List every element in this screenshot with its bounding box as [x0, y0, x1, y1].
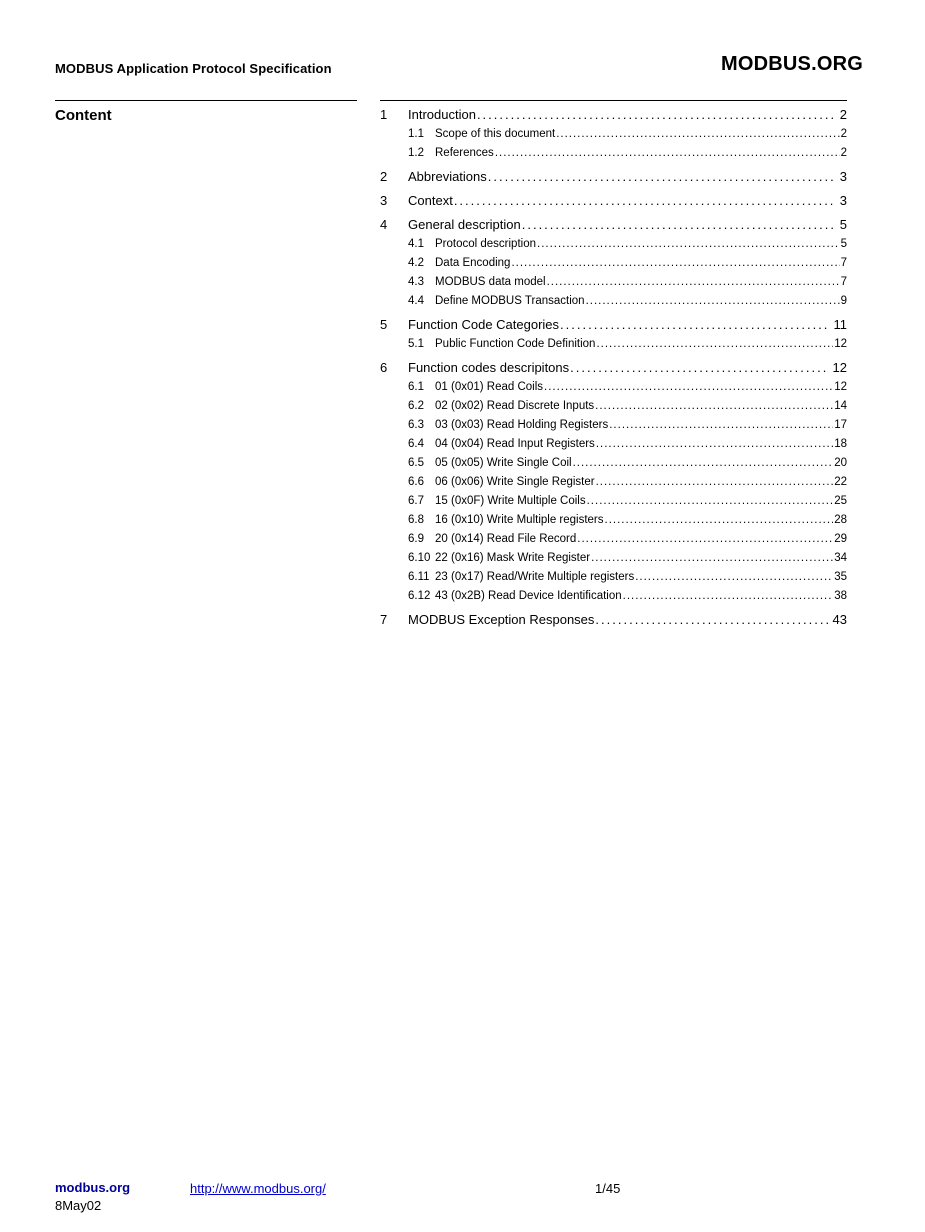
toc-entry-label: 23 (0x17) Read/Write Multiple registers: [435, 571, 635, 583]
toc-entry-number: 1.2: [408, 147, 424, 159]
toc-entry-label: 16 (0x10) Write Multiple registers: [435, 514, 604, 526]
toc-row[interactable]: [380, 511, 847, 530]
toc-row[interactable]: [380, 191, 847, 211]
toc-entry-page: 20: [834, 457, 847, 469]
toc-leader-dots: [609, 416, 833, 435]
toc-leader-dots: [511, 254, 839, 273]
toc-entry-number: 6.2: [408, 400, 424, 412]
footer-site-name: modbus.org: [55, 1180, 131, 1195]
toc-entry-page: 29: [834, 533, 847, 545]
toc-leader-dots: [560, 315, 828, 335]
toc-entry-label: Data Encoding: [435, 257, 511, 269]
toc-row[interactable]: [380, 167, 847, 187]
toc-entry-label: References: [435, 147, 494, 159]
toc-row[interactable]: [380, 610, 847, 630]
toc-leader-dots: [586, 292, 840, 311]
toc-entry-label: 15 (0x0F) Write Multiple Coils: [435, 495, 586, 507]
toc-row[interactable]: [380, 492, 847, 511]
toc-entry-label: 22 (0x16) Mask Write Register: [435, 552, 591, 564]
toc-entry-number: 4: [380, 217, 388, 232]
toc-entry-label: Function codes descripitons: [408, 360, 570, 375]
toc-row[interactable]: [380, 144, 847, 163]
toc-entry-label: 04 (0x04) Read Input Registers: [435, 438, 595, 450]
toc-entry-number: 2: [380, 169, 388, 184]
toc-entry-page: 25: [834, 495, 847, 507]
toc-entry-number: 6.9: [408, 533, 424, 545]
footer-date: 8May02: [55, 1198, 102, 1213]
toc-entry-number: 5: [380, 317, 388, 332]
toc-entry-number: 6.7: [408, 495, 424, 507]
toc-row[interactable]: [380, 215, 847, 235]
toc-entry-number: 6.3: [408, 419, 424, 431]
toc-entry-label: 05 (0x05) Write Single Coil: [435, 457, 572, 469]
toc-row[interactable]: [380, 416, 847, 435]
header-rule-left: [55, 100, 357, 101]
toc-entry-page: 7: [840, 276, 847, 288]
toc-leader-dots: [477, 105, 835, 125]
toc-entry-page: 3: [839, 193, 847, 208]
toc-row[interactable]: [380, 358, 847, 378]
toc-leader-dots: [596, 473, 834, 492]
toc-entry-page: 2: [840, 128, 847, 140]
footer-page-indicator: 1/45: [595, 1181, 621, 1196]
toc-leader-dots: [495, 144, 840, 163]
toc-entry-number: 7: [380, 612, 388, 627]
toc-entry-page: 5: [839, 217, 847, 232]
toc-entry-label: 02 (0x02) Read Discrete Inputs: [435, 400, 595, 412]
toc-entry-number: 6.5: [408, 457, 424, 469]
toc-entry-label: 01 (0x01) Read Coils: [435, 381, 544, 393]
toc-leader-dots: [577, 530, 833, 549]
toc-entry-number: 6.6: [408, 476, 424, 488]
toc-entry-number: 4.4: [408, 295, 424, 307]
toc-leader-dots: [596, 335, 833, 354]
toc-entry-number: 4.1: [408, 238, 424, 250]
toc-row[interactable]: [380, 125, 847, 144]
toc-entry-label: MODBUS Exception Responses: [408, 612, 595, 627]
toc-leader-dots: [544, 378, 833, 397]
toc-row[interactable]: [380, 378, 847, 397]
toc-row[interactable]: [380, 568, 847, 587]
toc-entry-page: 38: [834, 590, 847, 602]
toc-entry-number: 6.8: [408, 514, 424, 526]
toc-entry-label: 43 (0x2B) Read Device Identification: [435, 590, 622, 602]
toc-entry-number: 6.12: [408, 590, 431, 602]
toc-leader-dots: [635, 568, 833, 587]
toc-entry-label: Function Code Categories: [408, 317, 560, 332]
toc-list: [380, 105, 847, 630]
toc-entry-number: 6.1: [408, 381, 424, 393]
toc-row[interactable]: [380, 335, 847, 354]
toc-entry-label: 03 (0x03) Read Holding Registers: [435, 419, 609, 431]
toc-row[interactable]: [380, 549, 847, 568]
toc-entry-page: 28: [834, 514, 847, 526]
toc-leader-dots: [454, 191, 835, 211]
toc-entry-page: 2: [839, 107, 847, 122]
toc-entry-label: Introduction: [408, 107, 476, 122]
toc-leader-dots: [547, 273, 840, 292]
toc-leader-dots: [556, 125, 839, 144]
toc-row[interactable]: [380, 530, 847, 549]
toc-entry-number: 6.11: [408, 571, 430, 583]
toc-entry-page: 43: [832, 612, 847, 627]
toc-entry-label: Abbreviations: [408, 169, 487, 184]
toc-leader-dots: [537, 235, 840, 254]
toc-entry-page: 18: [834, 438, 847, 450]
toc-entry-page: 9: [840, 295, 847, 307]
toc-entry-page: 35: [834, 571, 847, 583]
toc-entry-number: 4.2: [408, 257, 424, 269]
toc-leader-dots: [595, 397, 833, 416]
toc-row[interactable]: [380, 435, 847, 454]
toc-entry-page: 7: [840, 257, 847, 269]
toc-leader-dots: [522, 215, 835, 235]
toc-entry-page: 22: [834, 476, 847, 488]
toc-entry-label: Define MODBUS Transaction: [435, 295, 585, 307]
toc-entry-number: 6: [380, 360, 388, 375]
toc-leader-dots: [488, 167, 835, 187]
toc-entry-page: 3: [839, 169, 847, 184]
toc-entry-number: 5.1: [408, 338, 424, 350]
toc-entry-page: 11: [833, 317, 847, 332]
toc-leader-dots: [595, 610, 827, 630]
toc-entry-number: 3: [380, 193, 388, 208]
toc-entry-label: 06 (0x06) Write Single Register: [435, 476, 595, 488]
toc-entry-label: Scope of this document: [435, 128, 556, 140]
toc-row[interactable]: [380, 254, 847, 273]
toc-entry-page: 12: [832, 360, 847, 375]
toc-entry-number: 1: [380, 107, 388, 122]
toc-leader-dots: [605, 511, 834, 530]
toc-entry-label: 20 (0x14) Read File Record: [435, 533, 577, 545]
toc-entry-label: Context: [408, 193, 453, 208]
toc-entry-page: 17: [834, 419, 847, 431]
toc-row[interactable]: [380, 235, 847, 254]
toc-entry-page: 12: [834, 338, 847, 350]
toc-row[interactable]: [380, 454, 847, 473]
toc-entry-number: 4.3: [408, 276, 424, 288]
toc-entry-page: 34: [834, 552, 847, 564]
footer-url-link[interactable]: http://www.modbus.org/: [190, 1181, 326, 1196]
toc-entry-page: 5: [840, 238, 847, 250]
toc-entry-page: 14: [834, 400, 847, 412]
toc-row[interactable]: [380, 473, 847, 492]
toc-row[interactable]: [380, 397, 847, 416]
toc-row[interactable]: [380, 315, 847, 335]
toc-leader-dots: [591, 549, 833, 568]
header-org-title: MODBUS.ORG: [721, 53, 863, 75]
toc-leader-dots: [623, 587, 834, 606]
content-heading: Content: [55, 107, 112, 124]
toc-entry-label: Public Function Code Definition: [435, 338, 596, 350]
toc-entry-label: General description: [408, 217, 521, 232]
toc-entry-label: MODBUS data model: [435, 276, 546, 288]
toc-entry-number: 1.1: [408, 128, 424, 140]
toc-leader-dots: [570, 358, 827, 378]
toc-row[interactable]: [380, 273, 847, 292]
header-doc-title: MODBUS Application Protocol Specification: [55, 61, 332, 76]
header-rule-right: [380, 100, 847, 101]
toc-entry-label: Protocol description: [435, 238, 536, 250]
toc-leader-dots: [587, 492, 834, 511]
toc-entry-number: 6.4: [408, 438, 424, 450]
toc-row[interactable]: [380, 292, 847, 311]
toc-leader-dots: [596, 435, 833, 454]
toc-entry-number: 6.10: [408, 552, 431, 564]
toc-row[interactable]: [380, 105, 847, 125]
toc-entry-page: 2: [840, 147, 847, 159]
toc-entry-page: 12: [834, 381, 847, 393]
toc-row[interactable]: [380, 587, 847, 606]
toc-leader-dots: [573, 454, 834, 473]
